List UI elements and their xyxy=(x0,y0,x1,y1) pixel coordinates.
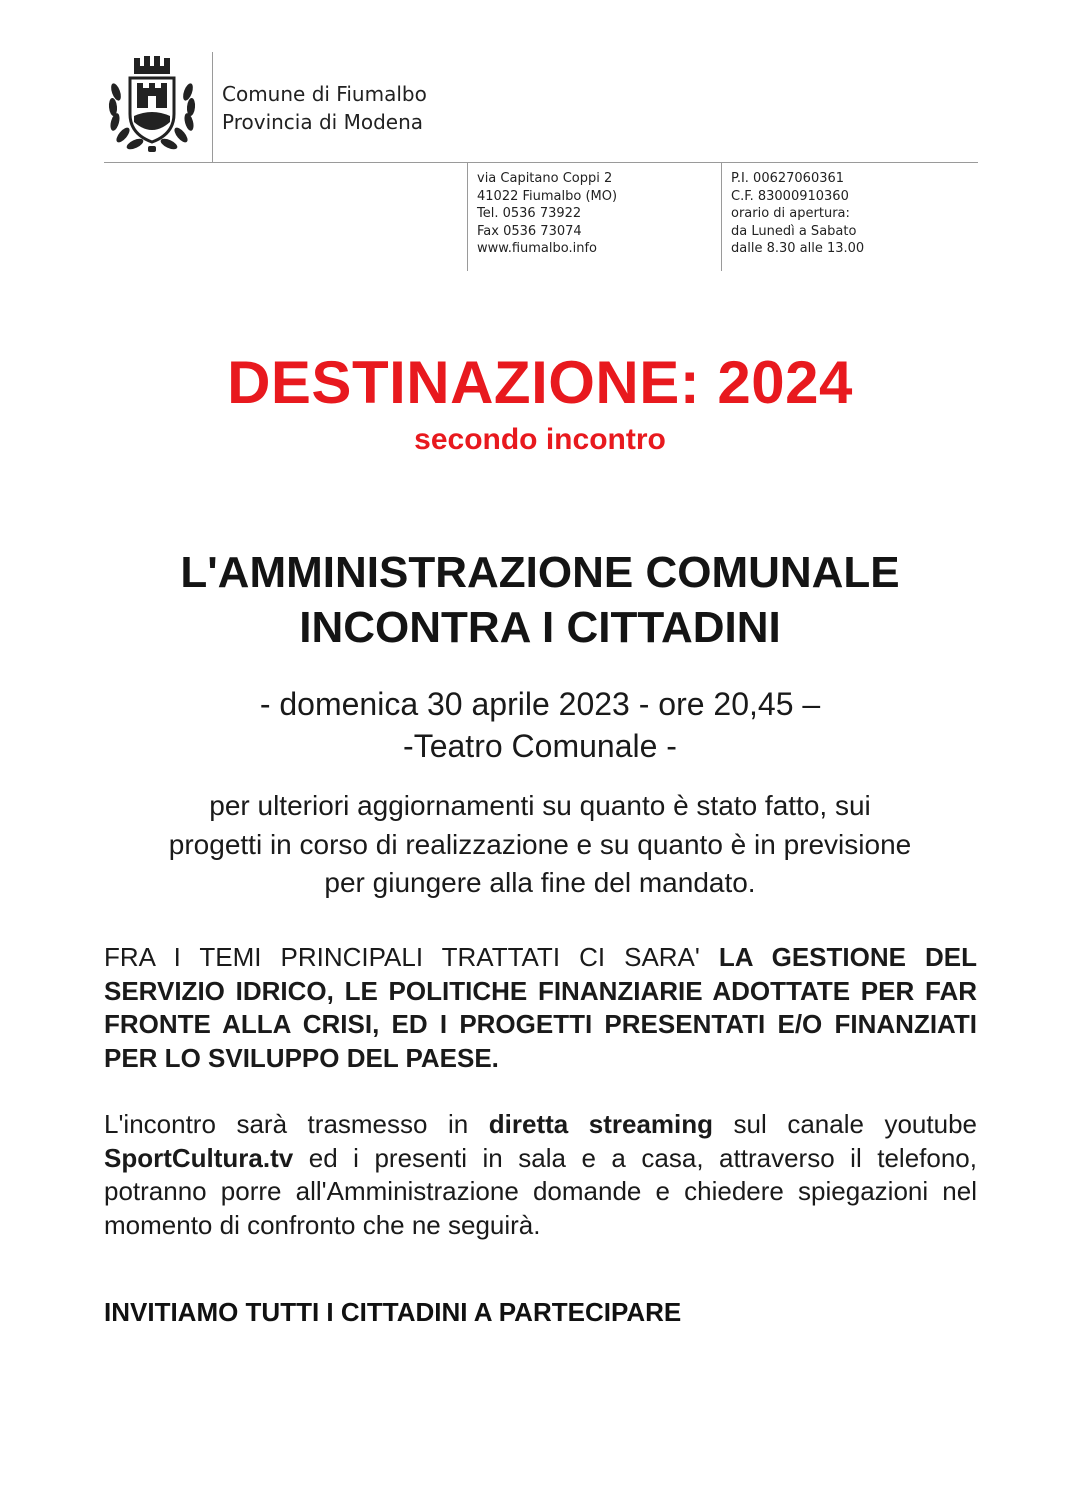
event-purpose xyxy=(0,787,1080,903)
tax-code: C.F. 83000910360 xyxy=(731,188,849,204)
address-phone: Tel. 0536 73922 xyxy=(477,206,582,222)
headline xyxy=(0,545,1080,655)
address-block xyxy=(477,170,617,258)
address-website: www.fiumalbo.info xyxy=(477,241,597,257)
headline-line-1: L'AMMINISTRAZIONE COMUNALE xyxy=(180,548,900,597)
opening-times: dalle 8.30 alle 13.00 xyxy=(731,241,865,257)
info-divider-left xyxy=(467,163,468,271)
info-divider-right xyxy=(721,163,722,271)
streaming-text-2: sul canale youtube xyxy=(713,1109,977,1139)
headline-line-2: INCONTRA I CITTADINI xyxy=(299,603,781,652)
streaming-text-3: ed i presenti in sala e a casa, attraverso il telefono, potranno porre all'Amministrazione domande e chiedere spiegazioni nel momento di confronto che ne seguirà. xyxy=(104,1142,977,1240)
streaming-text-1: L'incontro sarà trasmesso in xyxy=(104,1109,489,1139)
purpose-line-1: per ulteriori aggiornamenti su quanto è stato fatto, sui xyxy=(209,790,871,821)
event-date-time: - domenica 30 aprile 2023 - ore 20,45 – xyxy=(259,686,821,722)
invitation: INVITIAMO TUTTI I CITTADINI A PARTECIPARE xyxy=(104,1297,682,1327)
streaming-paragraph xyxy=(104,1108,977,1242)
topics-list: LA GESTIONE DEL SERVIZIO IDRICO, LE POLITICHE FINANZIARIE ADOTTATE PER FAR FRONTE ALLA CRISI, ED I PROGETTI PRESENTATI E/O FINANZIATI PER LO SVILUPPO DEL PAESE. xyxy=(104,942,977,1073)
fiscal-hours-block xyxy=(731,170,864,258)
org-municipality: Comune di Fiumalbo xyxy=(222,82,427,106)
topics-paragraph xyxy=(104,941,977,1075)
purpose-line-3: per giungere alla fine del mandato. xyxy=(324,867,756,898)
main-title: DESTINAZIONE: 2024 xyxy=(227,349,853,416)
municipal-crest-icon xyxy=(104,52,200,154)
subtitle: secondo incontro xyxy=(414,423,666,456)
header-divider-horizontal xyxy=(104,162,978,163)
address-city: 41022 Fiumalbo (MO) xyxy=(477,188,618,204)
header-divider-vertical xyxy=(212,52,213,162)
event-location: -Teatro Comunale - xyxy=(403,728,677,764)
topics-intro: FRA I TEMI PRINCIPALI TRATTATI CI SARA' xyxy=(104,942,719,972)
channel-name: SportCultura.tv xyxy=(104,1142,294,1173)
purpose-line-2: progetti in corso di realizzazione e su quanto è in previsione xyxy=(168,828,912,860)
event-details xyxy=(0,683,1080,767)
vat-number: P.I. 00627060361 xyxy=(731,171,845,186)
address-fax: Fax 0536 73074 xyxy=(477,223,582,239)
opening-days: da Lunedì a Sabato xyxy=(731,223,857,239)
organization-name xyxy=(222,80,427,136)
streaming-highlight: diretta streaming xyxy=(488,1109,714,1139)
address-street: via Capitano Coppi 2 xyxy=(477,171,613,186)
org-province: Provincia di Modena xyxy=(222,110,423,134)
opening-hours-label: orario di apertura: xyxy=(731,206,850,222)
